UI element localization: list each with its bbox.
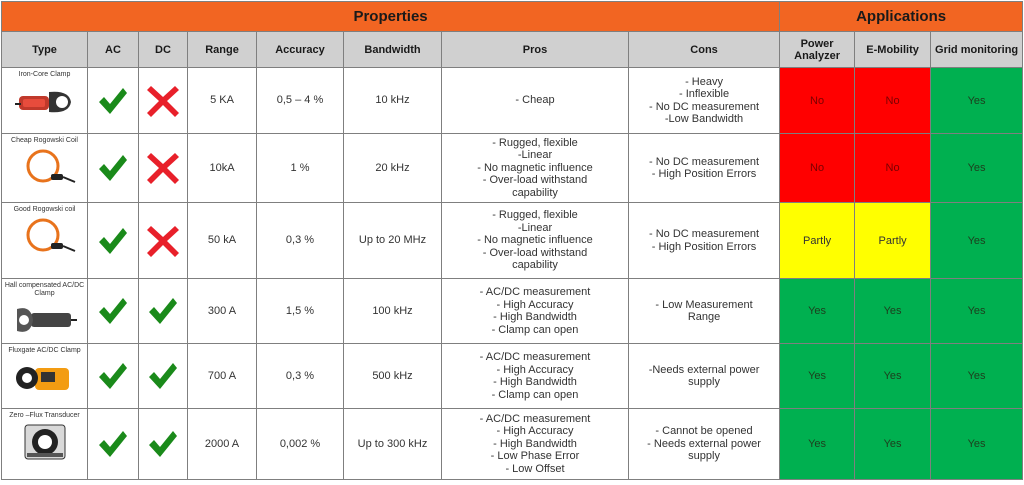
- cons-line: supply: [688, 450, 720, 463]
- type-cell: [2, 203, 88, 279]
- type-name: Good Rogowski coil: [13, 206, 76, 213]
- pros-line: capability: [512, 186, 558, 199]
- header-cons: Cons: [629, 32, 780, 68]
- pros-line: - AC/DC measurement: [479, 351, 591, 363]
- cons-line: - No DC measurement: [649, 100, 760, 113]
- check-icon: [146, 359, 180, 393]
- type-name: Zero –Flux Transducer: [9, 412, 80, 419]
- pros-line: capability: [512, 259, 558, 272]
- cons-cell: [629, 134, 780, 203]
- type-name: Iron-Core Clamp: [18, 71, 71, 78]
- cons-line: - Inflexible: [678, 88, 730, 100]
- check-icon: [146, 427, 180, 461]
- header-dc: DC: [139, 32, 188, 68]
- bandwidth-cell: 20 kHz: [344, 134, 442, 203]
- type-name: Fluxgate AC/DC Clamp: [8, 347, 81, 354]
- pros-line: - No magnetic influence: [477, 161, 593, 174]
- accuracy-cell: 1,5 %: [257, 279, 344, 344]
- applications-banner: Applications: [780, 2, 1023, 32]
- pros-line: - High Accuracy: [496, 298, 574, 311]
- app-power-analyzer: Yes: [780, 409, 855, 480]
- ac-cell: [88, 409, 139, 480]
- cons-line: Range: [687, 311, 721, 323]
- pros-cell: [442, 134, 629, 203]
- cons-line: - Needs external power: [647, 437, 761, 450]
- cons-line: - No DC measurement: [649, 155, 760, 168]
- app-grid-monitoring: Yes: [931, 409, 1023, 480]
- pros-line: - Cheap: [515, 94, 555, 107]
- app-power-analyzer: No: [780, 134, 855, 203]
- table-row: [2, 279, 1023, 344]
- cons-cell: [629, 344, 780, 409]
- header-range: Range: [188, 32, 257, 68]
- dc-cell: [139, 279, 188, 344]
- pros-line: - AC/DC measurement: [479, 286, 591, 298]
- pros-cell: [442, 344, 629, 409]
- check-icon: [96, 151, 130, 185]
- app-grid-monitoring: Yes: [931, 279, 1023, 344]
- bandwidth-cell: Up to 20 MHz: [344, 203, 442, 279]
- ac-cell: [88, 203, 139, 279]
- accuracy-cell: 1 %: [257, 134, 344, 203]
- cons-line: - No DC measurement: [649, 228, 760, 240]
- app-power-analyzer: No: [780, 68, 855, 134]
- bandwidth-cell: 500 kHz: [344, 344, 442, 409]
- pros-line: - Clamp can open: [491, 388, 579, 401]
- pros-line: - Over-load withstand: [482, 246, 588, 259]
- cross-icon: [146, 151, 180, 185]
- header-accuracy: Accuracy: [257, 32, 344, 68]
- pros-line: - AC/DC measurement: [479, 412, 591, 425]
- rogowski-coil-image: [13, 148, 77, 186]
- type-cell: [2, 68, 88, 134]
- app-e-mobility: No: [855, 68, 931, 134]
- header-bandwidth: Bandwidth: [344, 32, 442, 68]
- header-pros: Pros: [442, 32, 629, 68]
- ac-cell: [88, 68, 139, 134]
- pros-line: - Low Phase Error: [490, 450, 580, 463]
- ac-cell: [88, 344, 139, 409]
- pros-cell: [442, 279, 629, 344]
- cons-cell: [629, 409, 780, 480]
- cross-icon: [146, 224, 180, 258]
- bandwidth-cell: 100 kHz: [344, 279, 442, 344]
- ac-cell: [88, 134, 139, 203]
- cons-line: - Heavy: [685, 75, 723, 88]
- cons-cell: [629, 279, 780, 344]
- app-e-mobility: Partly: [855, 203, 931, 279]
- cons-line: supply: [688, 376, 720, 388]
- pros-cell: [442, 409, 629, 480]
- accuracy-cell: 0,3 %: [257, 203, 344, 279]
- app-e-mobility: Yes: [855, 409, 931, 480]
- app-e-mobility: Yes: [855, 344, 931, 409]
- header-type: Type: [2, 32, 88, 68]
- type-cell: [2, 279, 88, 344]
- hall-clamp-image: [13, 301, 77, 339]
- range-cell: 2000 A: [188, 409, 257, 480]
- header-e-mobility: E-Mobility: [855, 32, 931, 68]
- accuracy-cell: 0,5 – 4 %: [257, 68, 344, 134]
- cons-line: -Needs external power: [648, 363, 760, 376]
- type-cell: [2, 344, 88, 409]
- dc-cell: [139, 68, 188, 134]
- bandwidth-cell: Up to 300 kHz: [344, 409, 442, 480]
- fluxgate-clamp-image: [13, 358, 77, 396]
- header-grid-monitoring: Grid monitoring: [931, 32, 1023, 68]
- table-row: [2, 344, 1023, 409]
- range-cell: 700 A: [188, 344, 257, 409]
- header-ac: AC: [88, 32, 139, 68]
- app-e-mobility: Yes: [855, 279, 931, 344]
- cons-line: - Cannot be opened: [655, 425, 753, 438]
- pros-line: - Over-load withstand: [482, 174, 588, 187]
- zero-flux-transducer-image: [13, 423, 77, 461]
- pros-line: - High Bandwidth: [493, 376, 577, 388]
- pros-line: - High Bandwidth: [493, 311, 577, 323]
- cons-line: - High Position Errors: [651, 240, 757, 253]
- app-grid-monitoring: Yes: [931, 344, 1023, 409]
- range-cell: 5 KA: [188, 68, 257, 134]
- cons-line: -Low Bandwidth: [664, 113, 744, 125]
- comparison-table: [1, 1, 1023, 480]
- type-cell: [2, 409, 88, 480]
- check-icon: [96, 224, 130, 258]
- cons-cell: [629, 68, 780, 134]
- pros-line: - High Accuracy: [496, 425, 574, 438]
- app-e-mobility: No: [855, 134, 931, 203]
- range-cell: 300 A: [188, 279, 257, 344]
- pros-cell: [442, 68, 629, 134]
- type-cell: [2, 134, 88, 203]
- dc-cell: [139, 134, 188, 203]
- pros-line: - High Accuracy: [496, 363, 574, 376]
- cons-line: - High Position Errors: [651, 168, 757, 180]
- table-row: [2, 409, 1023, 480]
- properties-banner: Properties: [2, 2, 780, 32]
- dc-cell: [139, 203, 188, 279]
- type-name: Hall compensated AC/DC Clamp: [4, 282, 85, 297]
- app-power-analyzer: Yes: [780, 344, 855, 409]
- pros-line: - Rugged, flexible: [492, 209, 578, 222]
- table-row: [2, 68, 1023, 134]
- pros-line: -Linear: [517, 149, 553, 162]
- bandwidth-cell: 10 kHz: [344, 68, 442, 134]
- app-grid-monitoring: Yes: [931, 203, 1023, 279]
- range-cell: 50 kA: [188, 203, 257, 279]
- ac-cell: [88, 279, 139, 344]
- cons-cell: [629, 203, 780, 279]
- pros-line: - Low Offset: [505, 462, 565, 475]
- app-power-analyzer: Partly: [780, 203, 855, 279]
- dc-cell: [139, 409, 188, 480]
- check-icon: [96, 427, 130, 461]
- check-icon: [146, 294, 180, 328]
- table-body: [2, 68, 1023, 480]
- rogowski-coil-image: [13, 217, 77, 255]
- check-icon: [96, 359, 130, 393]
- pros-line: - High Bandwidth: [493, 437, 577, 450]
- app-grid-monitoring: Yes: [931, 134, 1023, 203]
- pros-line: - Rugged, flexible: [492, 136, 578, 149]
- table-row: [2, 134, 1023, 203]
- iron-core-clamp-image: [13, 82, 77, 120]
- pros-cell: [442, 203, 629, 279]
- cross-icon: [146, 84, 180, 118]
- app-power-analyzer: Yes: [780, 279, 855, 344]
- pros-line: - Clamp can open: [491, 323, 579, 336]
- accuracy-cell: 0,3 %: [257, 344, 344, 409]
- accuracy-cell: 0,002 %: [257, 409, 344, 480]
- range-cell: 10kA: [188, 134, 257, 203]
- app-grid-monitoring: Yes: [931, 68, 1023, 134]
- dc-cell: [139, 344, 188, 409]
- cons-line: - Low Measurement: [655, 298, 753, 311]
- check-icon: [96, 84, 130, 118]
- pros-line: - No magnetic influence: [477, 234, 593, 247]
- pros-line: -Linear: [517, 221, 553, 234]
- check-icon: [96, 294, 130, 328]
- table-row: [2, 203, 1023, 279]
- header-power-analyzer: Power Analyzer: [780, 32, 855, 68]
- type-name: Cheap Rogowski Coil: [11, 137, 78, 144]
